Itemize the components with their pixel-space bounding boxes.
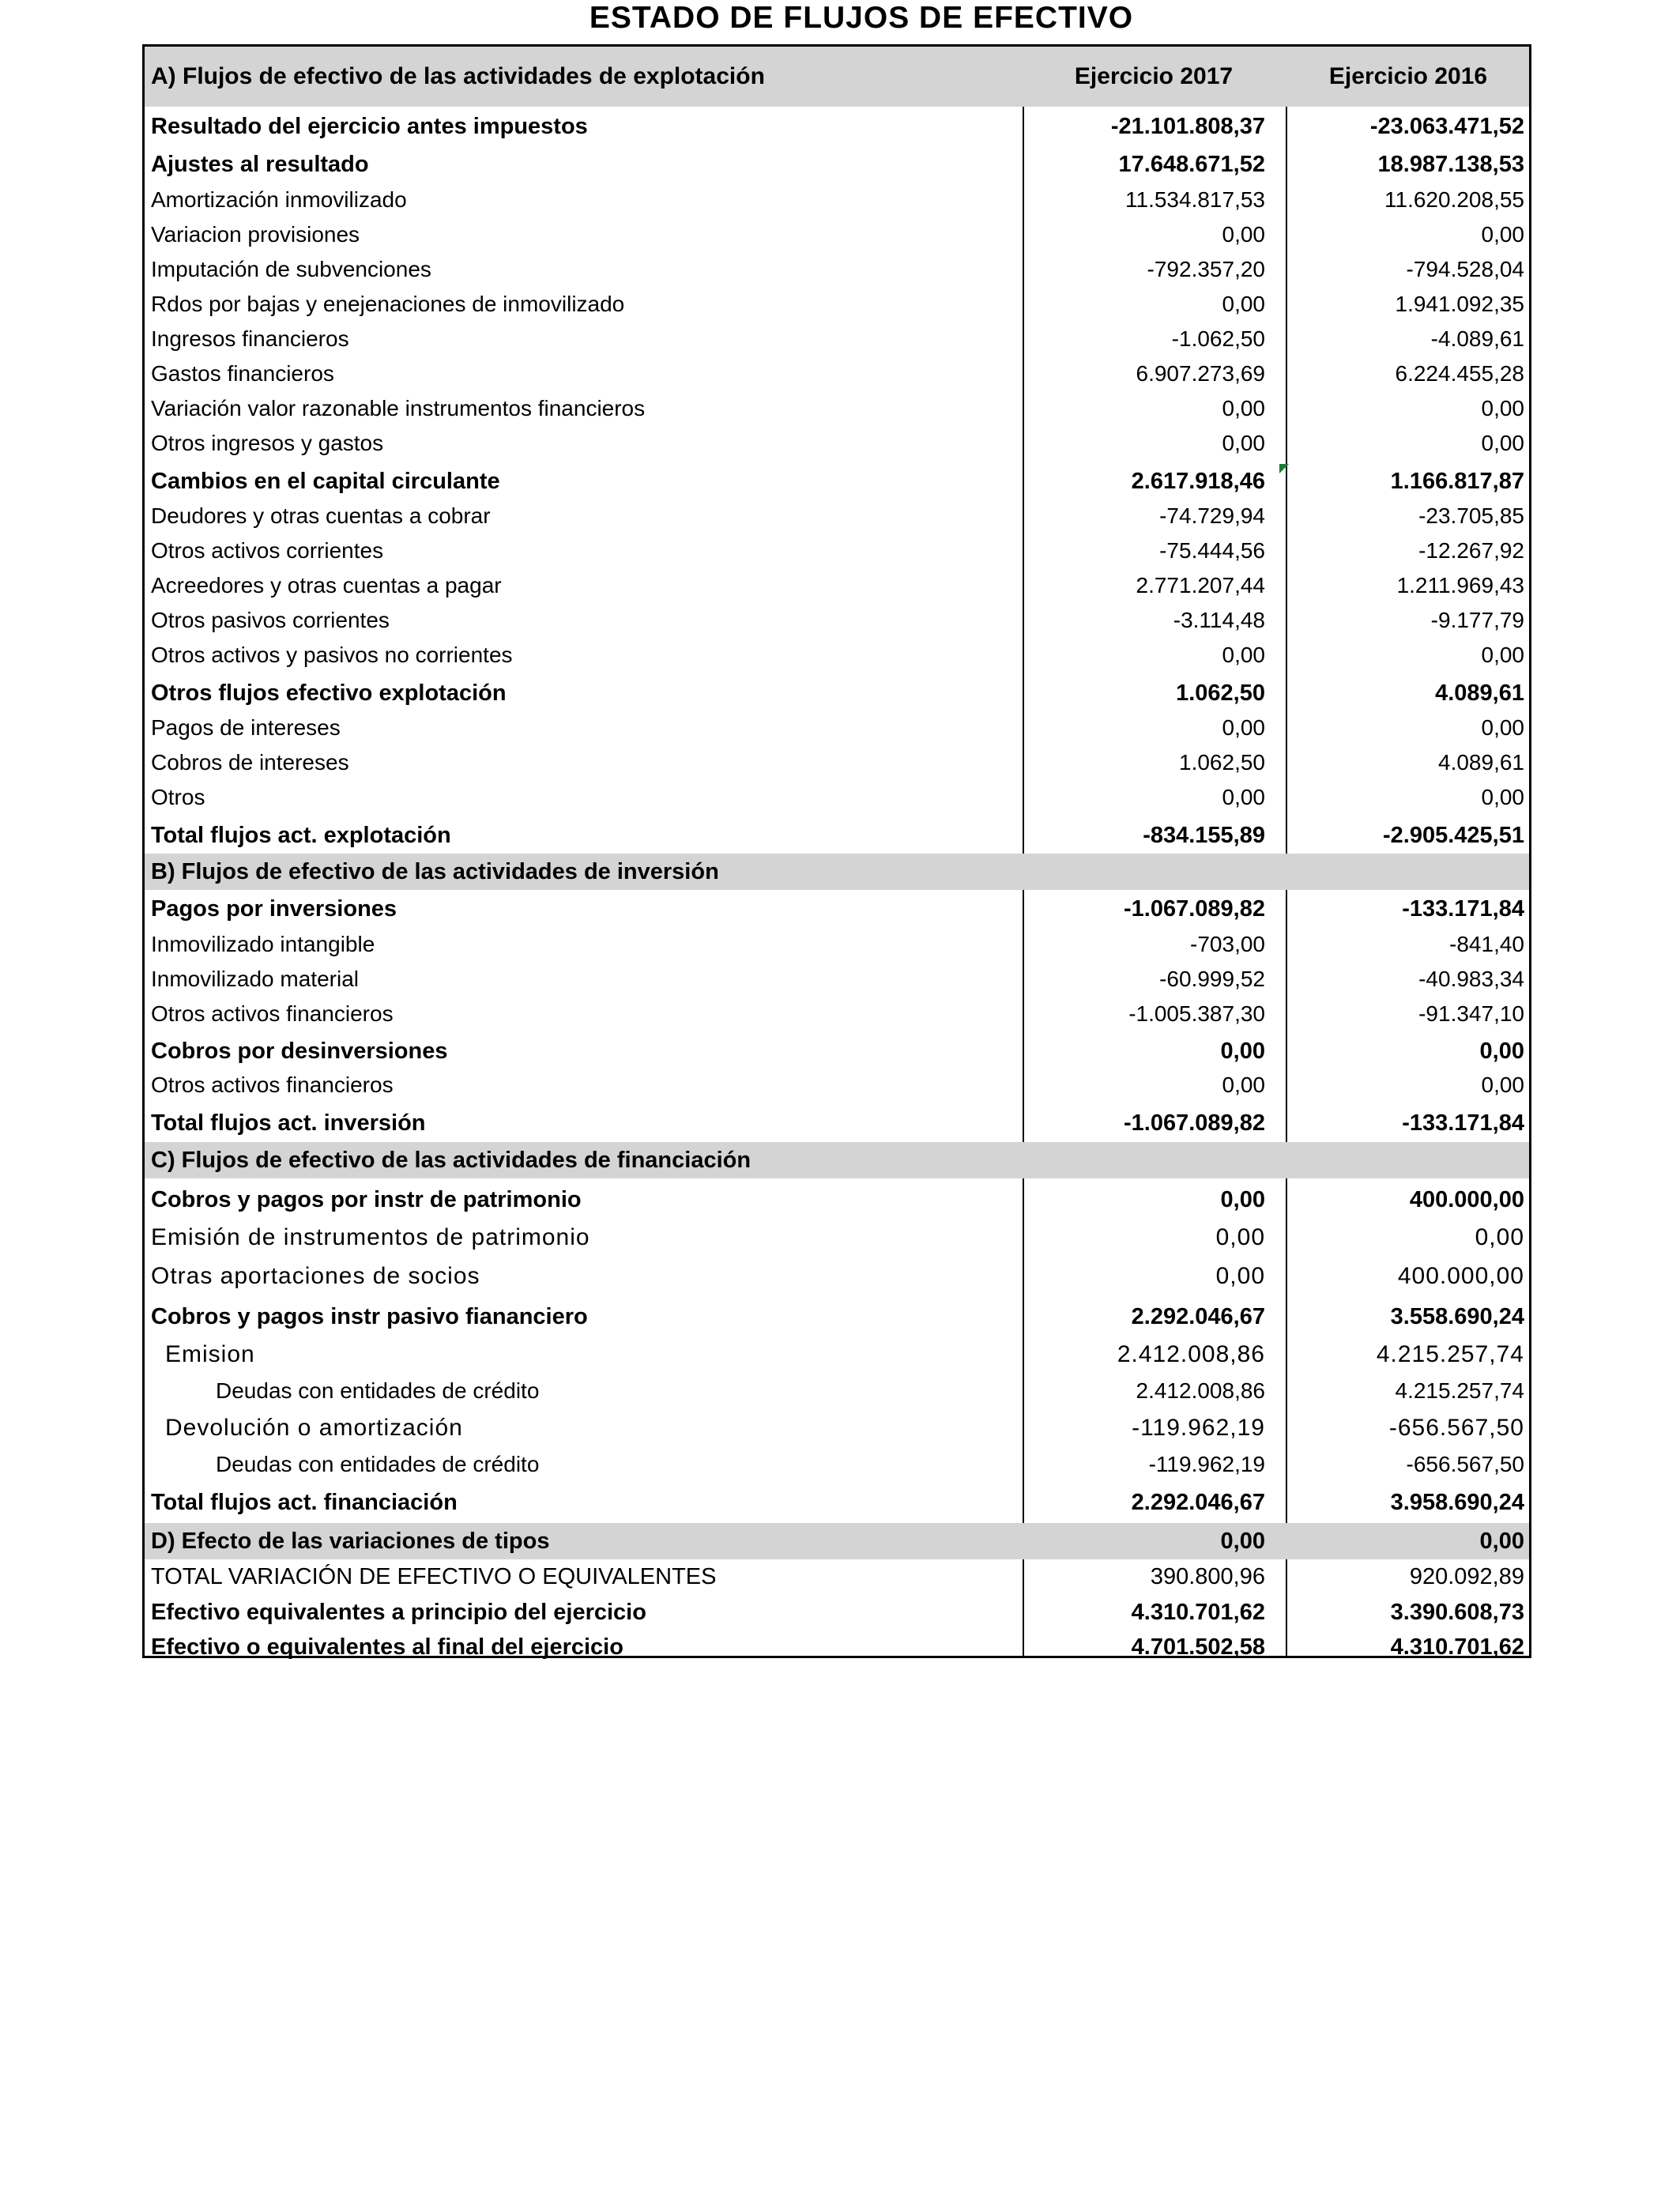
row-label: Otras aportaciones de socios (151, 1263, 480, 1289)
value-2017: -60.999,52 (1159, 967, 1265, 991)
table-row (145, 1068, 1529, 1103)
table-row (145, 1523, 1529, 1559)
value-2017: -75.444,56 (1159, 538, 1265, 563)
value-2016: 3.958.690,24 (1390, 1490, 1524, 1515)
value-2017: 0,00 (1220, 1187, 1265, 1212)
row-label: Otros activos corrientes (151, 538, 384, 563)
row-label: C) Flujos de efectivo de las actividades de financiación (151, 1148, 751, 1173)
value-2017: 2.292.046,67 (1131, 1304, 1265, 1329)
row-label: Total flujos act. explotación (151, 823, 451, 848)
row-label: Otros (151, 785, 205, 809)
row-label: Amortización inmovilizado (151, 187, 407, 212)
value-2017: 390.800,96 (1150, 1564, 1265, 1589)
value-2016: -841,40 (1449, 932, 1524, 956)
row-label: Deudas con entidades de crédito (216, 1378, 540, 1403)
table-row (145, 1337, 1529, 1372)
value-2017: -703,00 (1190, 932, 1265, 956)
row-label: Deudas con entidades de crédito (216, 1452, 540, 1476)
value-2016: 0,00 (1479, 1529, 1524, 1554)
table-row (145, 287, 1529, 322)
value-2016: 4.310.701,62 (1390, 1634, 1524, 1660)
row-label: Devolución o amortización (165, 1415, 463, 1441)
value-2016: 11.620.208,55 (1384, 187, 1524, 212)
table-row (145, 1182, 1529, 1217)
table-row (145, 568, 1529, 603)
table-row (145, 892, 1529, 926)
value-2017: 2.412.008,86 (1117, 1341, 1265, 1367)
value-2016: 0,00 (1479, 1039, 1524, 1064)
value-2017: 0,00 (1222, 643, 1265, 667)
table-row (145, 252, 1529, 287)
row-label: TOTAL VARIACIÓN DE EFECTIVO O EQUIVALENTES (151, 1564, 717, 1589)
value-2017: 2.771.207,44 (1136, 573, 1265, 598)
value-2017: 2.292.046,67 (1131, 1490, 1265, 1515)
value-2017: 0,00 (1222, 1072, 1265, 1097)
column-2017-header: Ejercicio 2017 (1074, 63, 1234, 89)
table-row (145, 217, 1529, 252)
table-row (145, 1106, 1529, 1140)
row-label: Resultado del ejercicio antes impuestos (151, 114, 588, 139)
value-2016: 0,00 (1481, 785, 1524, 809)
value-2017: -3.114,48 (1173, 608, 1265, 632)
table-row (145, 1447, 1529, 1482)
value-2016: -40.983,34 (1418, 967, 1524, 991)
value-2016: 0,00 (1481, 396, 1524, 420)
table-row (145, 638, 1529, 673)
value-2016: 1.941.092,35 (1395, 292, 1524, 316)
row-label: Cambios en el capital circulante (151, 469, 500, 494)
value-2016: 4.215.257,74 (1376, 1341, 1524, 1367)
row-label: Cobros y pagos por instr de patrimonio (151, 1187, 582, 1212)
table-row (145, 1374, 1529, 1408)
table-row (145, 1142, 1529, 1178)
value-2016: 0,00 (1475, 1224, 1524, 1250)
row-label: Emision (165, 1341, 255, 1367)
value-2016: -12.267,92 (1418, 538, 1524, 563)
value-2016: 4.089,61 (1435, 680, 1524, 706)
value-2016: -656.567,50 (1406, 1452, 1524, 1476)
value-2017: -1.005.387,30 (1128, 1001, 1265, 1026)
row-label: Total flujos act. financiación (151, 1490, 458, 1515)
row-label: Rdos por bajas y enejenaciones de inmovilizado (151, 292, 625, 316)
value-2017: -21.101.808,37 (1110, 114, 1265, 139)
row-label: Ajustes al resultado (151, 152, 369, 177)
row-label: Ingresos financieros (151, 326, 349, 351)
table-row (145, 1220, 1529, 1255)
row-label: Otros activos financieros (151, 1001, 394, 1026)
table-row (145, 603, 1529, 638)
row-label: Otros activos financieros (151, 1072, 394, 1097)
value-2017: -74.729,94 (1159, 503, 1265, 528)
value-2017: -1.062,50 (1171, 326, 1265, 351)
value-2017: 17.648.671,52 (1118, 152, 1265, 177)
row-label: Acreedores y otras cuentas a pagar (151, 573, 502, 598)
value-2016: 4.089,61 (1438, 750, 1524, 775)
row-label: Efectivo equivalentes a principio del ejercicio (151, 1600, 646, 1625)
value-2016: -794.528,04 (1406, 257, 1524, 281)
value-2017: 2.412.008,86 (1136, 1378, 1265, 1403)
value-2016: 920.092,89 (1409, 1564, 1524, 1589)
row-label: Pagos de intereses (151, 715, 341, 740)
table-row (145, 1034, 1529, 1069)
table-row (145, 780, 1529, 815)
table-row (145, 1595, 1529, 1630)
row-label: Inmovilizado material (151, 967, 359, 991)
value-2017: 0,00 (1222, 396, 1265, 420)
value-2016: 1.211.969,43 (1396, 573, 1524, 598)
value-2017: -119.962,19 (1148, 1452, 1265, 1476)
table-row (145, 1411, 1529, 1446)
row-label: D) Efecto de las variaciones de tipos (151, 1529, 550, 1554)
row-label: Otros activos y pasivos no corrientes (151, 643, 513, 667)
row-label: Imputación de subvenciones (151, 257, 431, 281)
table-row (145, 997, 1529, 1031)
value-2016: 1.166.817,87 (1390, 469, 1524, 494)
table-row (145, 1559, 1529, 1594)
value-2017: -834.155,89 (1143, 823, 1265, 848)
value-2017: 2.617.918,46 (1131, 469, 1265, 494)
value-2017: 0,00 (1220, 1529, 1265, 1554)
row-label: Otros pasivos corrientes (151, 608, 390, 632)
value-2016: 0,00 (1481, 715, 1524, 740)
table-row (145, 1485, 1529, 1520)
value-2016: 18.987.138,53 (1377, 152, 1524, 177)
table-row (145, 533, 1529, 568)
table-row (145, 356, 1529, 391)
table-row (145, 854, 1529, 890)
value-2017: 0,00 (1220, 1039, 1265, 1064)
row-label: Cobros de intereses (151, 750, 349, 775)
table-row (145, 818, 1529, 853)
value-2017: 1.062,50 (1176, 680, 1265, 706)
row-label: Cobros por desinversiones (151, 1039, 448, 1064)
table-row (145, 322, 1529, 356)
value-2016: -91.347,10 (1418, 1001, 1524, 1026)
value-2016: -133.171,84 (1402, 1110, 1524, 1136)
value-2016: 0,00 (1481, 431, 1524, 455)
value-2016: 3.390.608,73 (1390, 1600, 1524, 1625)
column-2016-header: Ejercicio 2016 (1328, 63, 1488, 89)
value-2017: 0,00 (1222, 715, 1265, 740)
row-label: Deudores y otras cuentas a cobrar (151, 503, 491, 528)
value-2017: -119.962,19 (1132, 1415, 1265, 1441)
value-2017: 0,00 (1222, 431, 1265, 455)
table-row (145, 183, 1529, 217)
value-2016: 4.215.257,74 (1395, 1378, 1524, 1403)
value-2017: 11.534.817,53 (1125, 187, 1265, 212)
value-2016: -2.905.425,51 (1383, 823, 1524, 848)
value-2017: 0,00 (1222, 292, 1265, 316)
value-2016: -23.705,85 (1418, 503, 1524, 528)
table-row (145, 745, 1529, 780)
value-2016: -133.171,84 (1402, 896, 1524, 922)
value-2017: -1.067.089,82 (1124, 1110, 1265, 1136)
value-2016: -23.063.471,52 (1369, 114, 1524, 139)
table-row (145, 147, 1529, 182)
row-label: Total flujos act. inversión (151, 1110, 426, 1136)
value-2017: 0,00 (1222, 785, 1265, 809)
value-2016: 6.224.455,28 (1395, 361, 1524, 386)
value-2017: 4.701.502,58 (1131, 1634, 1265, 1660)
value-2016: 0,00 (1481, 222, 1524, 247)
value-2016: -656.567,50 (1388, 1415, 1524, 1441)
value-2016: 400.000,00 (1397, 1263, 1524, 1289)
value-2017: -792.357,20 (1147, 257, 1265, 281)
table-row (145, 1259, 1529, 1294)
table-row (145, 1630, 1529, 1664)
row-label: Pagos por inversiones (151, 896, 397, 922)
value-2017: 0,00 (1215, 1224, 1265, 1250)
table-row (145, 499, 1529, 533)
value-2016: -9.177,79 (1430, 608, 1524, 632)
value-2017: -1.067.089,82 (1124, 896, 1265, 922)
row-label: Inmovilizado intangible (151, 932, 375, 956)
value-2016: 3.558.690,24 (1390, 1304, 1524, 1329)
row-label: B) Flujos de efectivo de las actividades de inversión (151, 859, 719, 884)
row-label: Variación valor razonable instrumentos financieros (151, 396, 646, 420)
value-2017: 0,00 (1222, 222, 1265, 247)
page-title: ESTADO DE FLUJOS DE EFECTIVO (589, 1, 1134, 35)
row-label: Gastos financieros (151, 361, 334, 386)
value-2016: 0,00 (1481, 1072, 1524, 1097)
cash-flow-table (142, 44, 1531, 1658)
value-2017: 1.062,50 (1179, 750, 1265, 775)
value-2016: 0,00 (1481, 643, 1524, 667)
row-label: Otros ingresos y gastos (151, 431, 384, 455)
table-header (145, 47, 1529, 107)
table-row (145, 676, 1529, 711)
table-row (145, 711, 1529, 745)
value-2016: 400.000,00 (1409, 1187, 1524, 1212)
value-2017: 4.310.701,62 (1131, 1600, 1265, 1625)
value-2017: 0,00 (1215, 1263, 1265, 1289)
value-2016: -4.089,61 (1430, 326, 1524, 351)
row-label: Otros flujos efectivo explotación (151, 680, 507, 706)
table-row (145, 927, 1529, 962)
row-label: Emisión de instrumentos de patrimonio (151, 1224, 590, 1250)
table-row (145, 1299, 1529, 1334)
table-row (145, 962, 1529, 997)
row-label: Efectivo o equivalentes al final del ejercicio (151, 1634, 623, 1660)
section-a-title: A) Flujos de efectivo de las actividades de explotación (151, 63, 765, 89)
table-row (145, 109, 1529, 144)
value-2017: 6.907.273,69 (1136, 361, 1265, 386)
table-row (145, 426, 1529, 461)
row-label: Variacion provisiones (151, 222, 360, 247)
table-row (145, 464, 1529, 499)
row-label: Cobros y pagos instr pasivo fiananciero (151, 1304, 588, 1329)
table-row (145, 391, 1529, 426)
